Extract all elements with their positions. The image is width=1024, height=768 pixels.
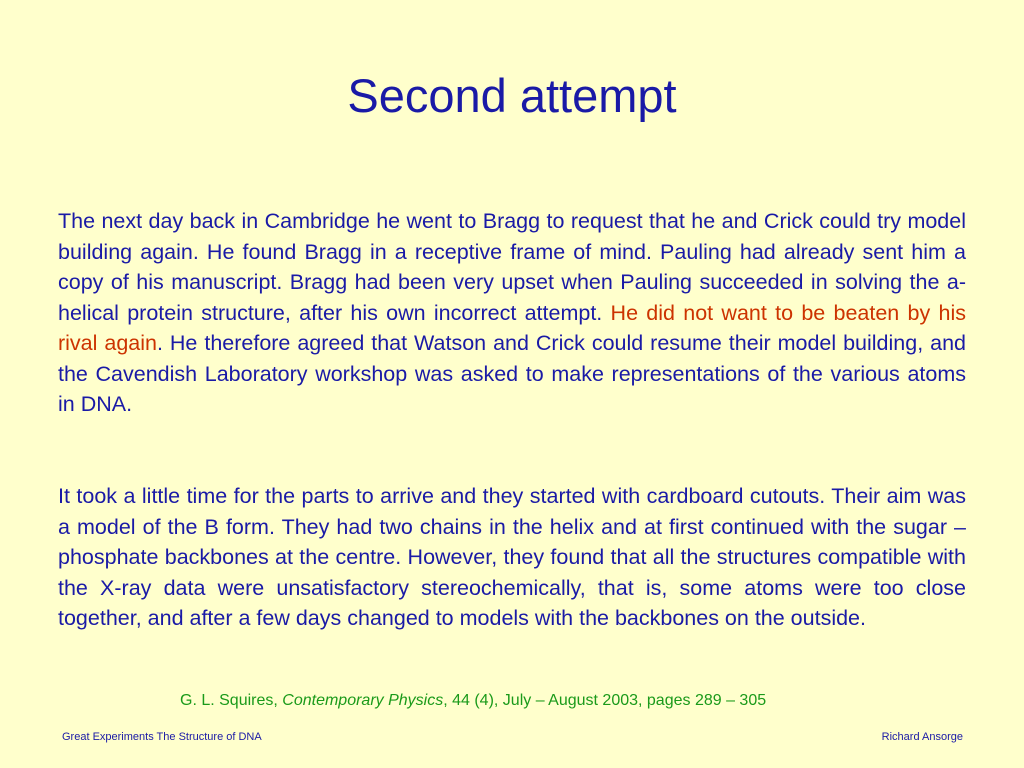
citation-journal: Contemporary Physics — [282, 692, 444, 709]
paragraph-1-text-start: The next day back in Cambridge he went to Bragg to request that he and Crick could try model building again. He found Bragg in a receptive frame of mind. Pauling had already sent him a copy of his manuscript. Bragg had been very upset when Pauling succeeded in solving the a-helical protein structure, after his own incorrect attempt. — [58, 209, 966, 325]
footer-left: Great Experiments The Structure of DNA — [62, 731, 262, 743]
citation-details: , 44 (4), July – August 2003, pages 289 – 305 — [443, 692, 767, 709]
citation-author: G. L. Squires, — [180, 692, 283, 709]
slide-title: Second attempt — [347, 69, 677, 122]
highlighted-quote: He did not want to be beaten by his rival again — [58, 300, 966, 355]
paragraph-1-text-end: . He therefore agreed that Watson and Crick could resume their model building, and the Cavendish Laboratory workshop was asked to make representations of the various atoms in DNA. — [58, 331, 966, 416]
body-paragraph-1 — [58, 206, 966, 420]
body-paragraph-2: It took a little time for the parts to arrive and they started with cardboard cutouts. Their aim was a model of the B form. They had two chains in the helix and at first continued with the sugar – phosphate backbones at the centre. However, they found that all the structures compatible with the X-ray data were unsatisfactory stereochemically, that is, some atoms were too close together, and after a few days changed to models with the backbones on the outside. — [58, 484, 966, 630]
footer-right: Richard Ansorge — [881, 731, 963, 743]
citation — [180, 690, 940, 712]
